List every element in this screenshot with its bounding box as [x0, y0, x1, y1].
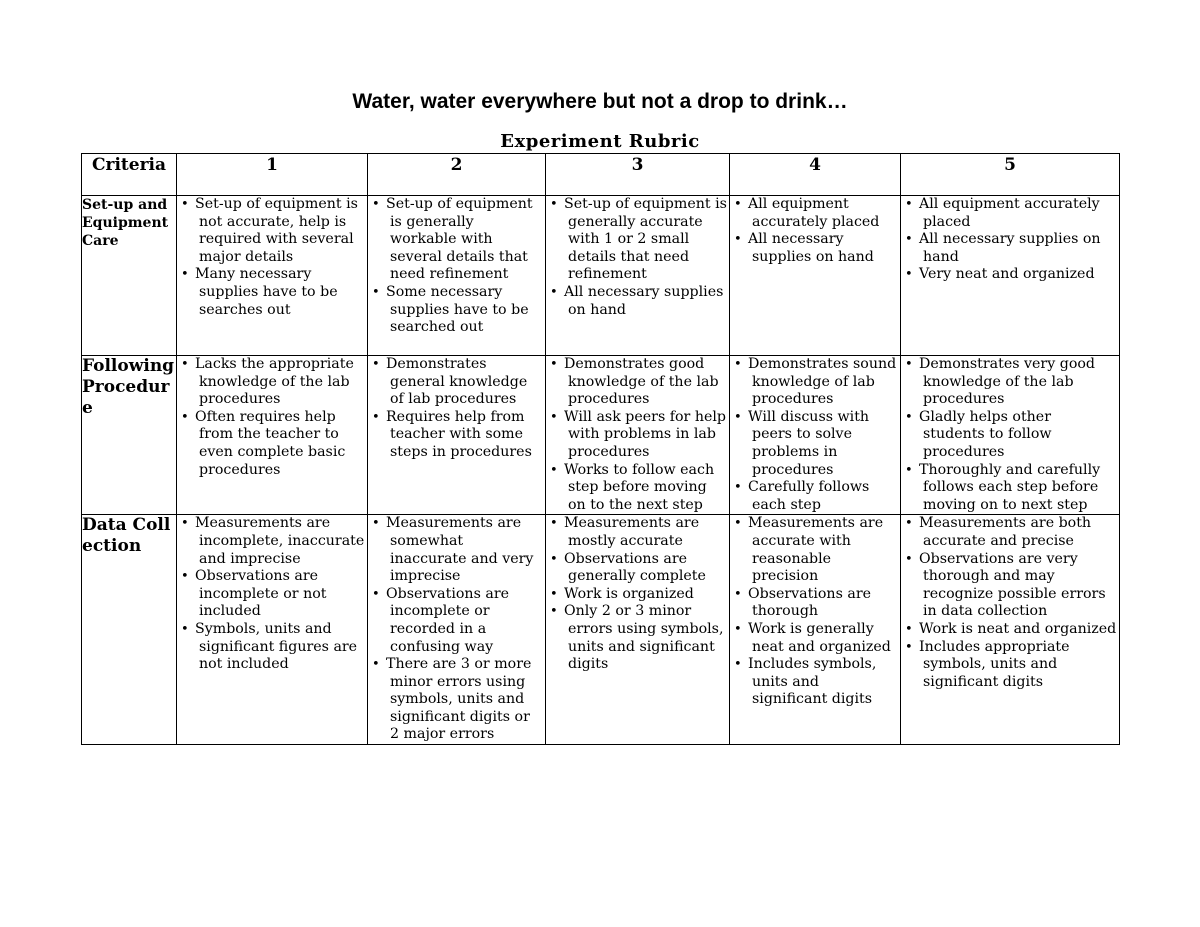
list-item	[181, 196, 365, 266]
list-item	[905, 551, 1117, 621]
list-item-text: Includes appropriate symbols, units and significant digits	[919, 638, 1070, 690]
list-item	[734, 196, 898, 231]
list-item	[550, 409, 727, 462]
list-item-text: Observations are generally complete	[564, 550, 706, 585]
list-item-text: Demonstrates sound knowledge of lab procedures	[748, 356, 897, 408]
list-item-text: Some necessary supplies have to be searched out	[386, 283, 529, 336]
bullet-icon: •	[372, 197, 380, 212]
list-item	[550, 551, 727, 586]
list-item-text: Works to follow each step before moving on to the next step	[564, 461, 715, 513]
list-item	[734, 586, 898, 621]
bullet-icon: •	[734, 357, 742, 372]
list-item	[181, 409, 365, 479]
bullet-icon: •	[550, 357, 558, 372]
rubric-cell	[901, 196, 1120, 356]
bullet-icon: •	[372, 409, 380, 425]
list-item-text: Symbols, units and significant figures are not included	[195, 620, 358, 673]
bullet-icon: •	[905, 357, 913, 372]
list-item-text: Will discuss with peers to solve problems in procedures	[748, 408, 870, 478]
rubric-cell	[901, 515, 1120, 745]
bullet-icon: •	[905, 551, 913, 567]
list-item-text: Measurements are somewhat inaccurate and very imprecise	[386, 515, 534, 585]
list-item-text: There are 3 or more minor errors using symbols, units and significant digits or 2 major errors	[386, 656, 532, 743]
rubric-cell	[546, 356, 730, 515]
list-item	[905, 231, 1117, 266]
bullet-icon: •	[734, 197, 742, 212]
bullet-icon: •	[181, 516, 189, 532]
bullet-icon: •	[550, 409, 558, 425]
list-item-text: Work is generally neat and organized	[748, 620, 891, 655]
list-item-text: Demonstrates very good knowledge of the lab procedures	[919, 356, 1095, 408]
list-item	[550, 462, 727, 515]
list-item-text: Observations are incomplete or not included	[195, 568, 327, 620]
list-item-text: Measurements are both accurate and precise	[919, 515, 1092, 549]
list-item-text: Only 2 or 3 minor errors using symbols, units and significant digits	[564, 603, 724, 673]
list-item	[734, 409, 898, 479]
bullet-icon: •	[905, 621, 913, 637]
list-item	[372, 196, 543, 284]
list-item-text: Requires help from teacher with some steps in procedures	[386, 408, 532, 460]
bullet-icon: •	[181, 197, 189, 212]
list-item	[550, 356, 727, 409]
bullet-icon: •	[550, 197, 558, 212]
header-criteria: Criteria	[82, 154, 177, 196]
list-item-text: Demonstrates good knowledge of the lab procedures	[564, 356, 719, 408]
header-score-3: 3	[546, 154, 730, 196]
bullet-icon: •	[181, 569, 189, 585]
list-item	[372, 409, 543, 462]
list-item	[905, 356, 1117, 409]
list-item	[905, 515, 1117, 550]
rubric-cell	[730, 356, 901, 515]
list-item-text: Set-up of equipment is not accurate, help is required with several major details	[195, 196, 358, 265]
list-item	[181, 356, 365, 409]
list-item	[372, 656, 543, 744]
list-item-text: All necessary supplies on hand	[748, 231, 874, 265]
list-item	[550, 586, 727, 604]
header-row	[82, 154, 1120, 196]
bullet-icon: •	[550, 284, 558, 300]
bullet-icon: •	[734, 586, 742, 602]
criteria-label: Set-up and Equipment Care	[82, 196, 177, 356]
list-item	[734, 231, 898, 266]
list-item	[550, 196, 727, 284]
bullet-icon: •	[905, 516, 913, 532]
rubric-cell	[546, 515, 730, 745]
bullet-icon: •	[734, 232, 742, 248]
bullet-icon: •	[734, 516, 742, 532]
table-row	[82, 356, 1120, 515]
rubric-cell	[730, 196, 901, 356]
list-item-text: Measurements are accurate with reasonable precision	[748, 515, 884, 585]
list-item-text: Observations are incomplete or recorded in a confusing way	[386, 585, 509, 655]
rubric-cell	[730, 515, 901, 745]
bullet-icon: •	[550, 516, 558, 532]
list-item	[372, 356, 543, 409]
list-item	[734, 515, 898, 585]
header-score-5: 5	[901, 154, 1120, 196]
list-item	[905, 266, 1117, 284]
list-item-text: Measurements are incomplete, inaccurate and imprecise	[195, 515, 365, 567]
list-item-text: All necessary supplies on hand	[919, 231, 1101, 265]
bullet-icon: •	[734, 409, 742, 425]
list-item-text: All equipment accurately placed	[748, 196, 880, 230]
list-item	[734, 479, 898, 514]
list-item	[905, 639, 1117, 692]
bullet-icon: •	[181, 267, 189, 283]
bullet-icon: •	[372, 586, 380, 602]
rubric-cell	[368, 515, 546, 745]
list-item	[905, 409, 1117, 462]
bullet-icon: •	[905, 462, 913, 478]
list-item	[550, 284, 727, 319]
list-item	[905, 621, 1117, 639]
bullet-icon: •	[372, 357, 380, 372]
bullet-icon: •	[372, 516, 380, 532]
list-item-text: Includes symbols, units and significant digits	[748, 656, 877, 708]
bullet-icon: •	[372, 657, 380, 673]
bullet-icon: •	[372, 284, 380, 300]
list-item-text: Work is neat and organized	[919, 620, 1117, 637]
list-item	[372, 515, 543, 585]
list-item	[550, 603, 727, 673]
list-item-text: Observations are thorough	[748, 585, 871, 620]
table-row	[82, 515, 1120, 745]
page-title: Water, water everywhere but not a drop to drink…	[352, 90, 848, 113]
list-item	[181, 568, 365, 621]
list-item	[181, 515, 365, 568]
bullet-icon: •	[550, 551, 558, 567]
list-item-text: Work is organized	[564, 585, 694, 602]
rubric-cell	[901, 356, 1120, 515]
list-item	[734, 621, 898, 656]
list-item-text: Will ask peers for help with problems in lab procedures	[564, 408, 726, 460]
list-item	[905, 196, 1117, 231]
list-item-text: Lacks the appropriate knowledge of the lab procedures	[195, 356, 354, 408]
bullet-icon: •	[905, 639, 913, 655]
bullet-icon: •	[734, 657, 742, 673]
rubric-cell	[546, 196, 730, 356]
list-item	[550, 515, 727, 550]
header-score-4: 4	[730, 154, 901, 196]
rubric-cell	[177, 515, 368, 745]
list-item-text: Demonstrates general knowledge of lab procedures	[386, 356, 528, 408]
list-item-text: All necessary supplies on hand	[564, 283, 724, 318]
header-score-1: 1	[177, 154, 368, 196]
bullet-icon: •	[181, 409, 189, 425]
bullet-icon: •	[181, 357, 189, 372]
bullet-icon: •	[734, 480, 742, 496]
criteria-label: Following Procedure	[82, 356, 177, 515]
rubric-subtitle: Experiment Rubric	[500, 131, 700, 152]
list-item-text: Carefully follows each step	[748, 479, 870, 513]
bullet-icon: •	[550, 462, 558, 478]
list-item-text: Often requires help from the teacher to even complete basic procedures	[195, 408, 346, 478]
list-item	[181, 621, 365, 674]
rubric-cell	[368, 196, 546, 356]
criteria-label: Data Collection	[82, 515, 177, 745]
bullet-icon: •	[734, 621, 742, 637]
rubric-cell	[177, 356, 368, 515]
list-item	[372, 284, 543, 337]
rubric-cell	[177, 196, 368, 356]
bullet-icon: •	[905, 197, 913, 212]
rubric-table	[81, 153, 1120, 745]
header-score-2: 2	[368, 154, 546, 196]
list-item-text: Gladly helps other students to follow procedures	[919, 408, 1052, 460]
list-item	[734, 656, 898, 709]
list-item-text: Very neat and organized	[919, 266, 1095, 283]
bullet-icon: •	[905, 409, 913, 425]
list-item-text: Set-up of equipment is generally accurate with 1 or 2 small details that need refinement	[564, 196, 727, 283]
bullet-icon: •	[550, 604, 558, 620]
list-item-text: Set-up of equipment is generally workable with several details that need refinement	[386, 196, 533, 283]
bullet-icon: •	[181, 621, 189, 637]
list-item	[905, 462, 1117, 515]
bullet-icon: •	[905, 232, 913, 248]
bullet-icon: •	[550, 586, 558, 602]
list-item	[372, 586, 543, 656]
list-item-text: All equipment accurately placed	[919, 196, 1100, 230]
list-item	[734, 356, 898, 409]
list-item-text: Many necessary supplies have to be searches out	[195, 266, 338, 318]
table-row	[82, 196, 1120, 356]
list-item-text: Measurements are mostly accurate	[564, 515, 700, 549]
list-item	[181, 266, 365, 319]
list-item-text: Observations are very thorough and may recognize possible errors in data collection	[919, 550, 1106, 620]
list-item-text: Thoroughly and carefully follows each step before moving on to next step	[919, 461, 1101, 513]
bullet-icon: •	[905, 267, 913, 283]
rubric-cell	[368, 356, 546, 515]
